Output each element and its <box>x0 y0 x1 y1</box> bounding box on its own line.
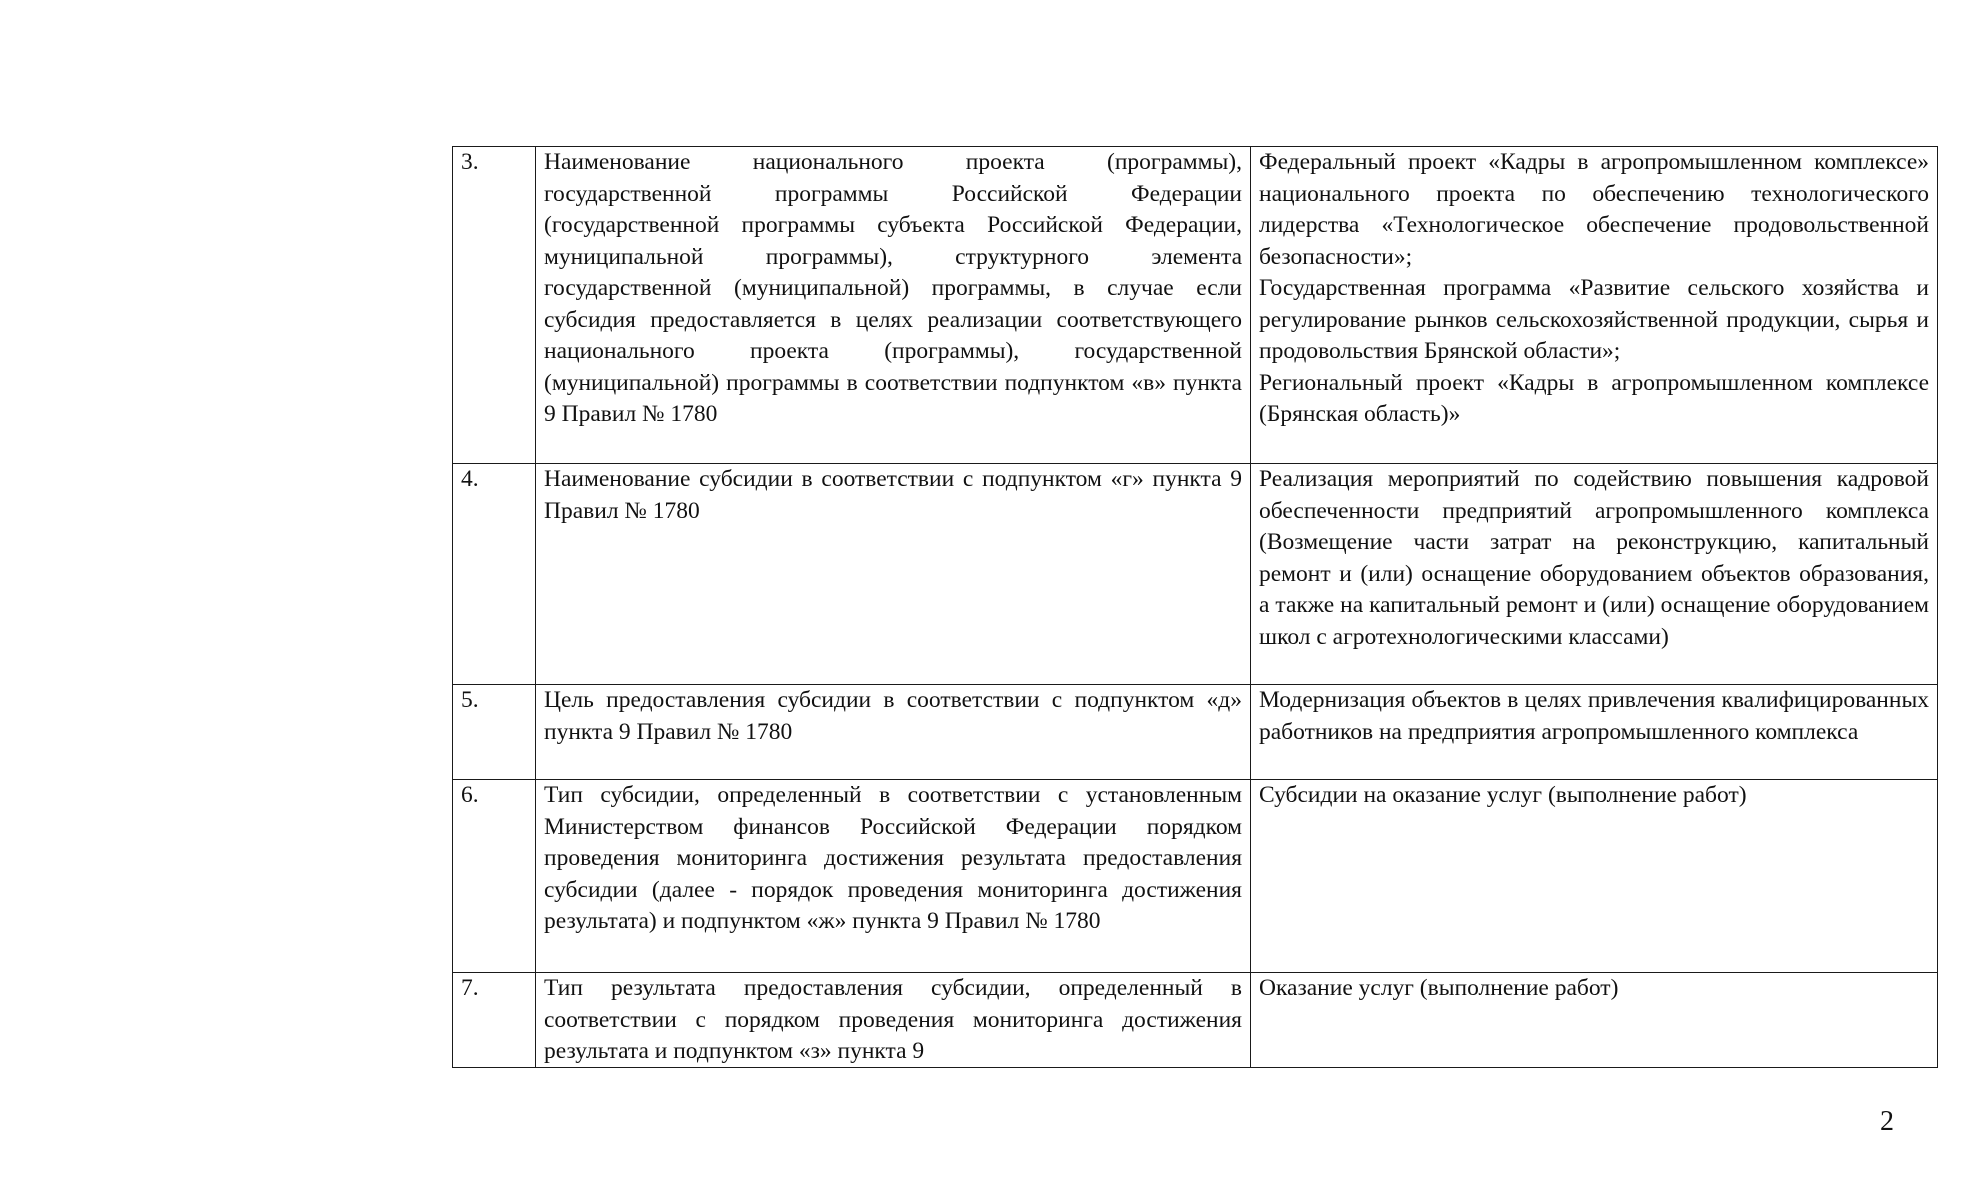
row-value <box>1251 147 1938 464</box>
row-number: 6. <box>453 780 536 973</box>
row-value: Реализация мероприятий по содействию повышения кадровой обеспеченности предприятий агропромышленного комплекса (Возмещение части затрат на реконструкцию, капитальный ремонт и (или) оснащение оборудованием объектов образования, а также на капитальный ремонт и (или) оснащение оборудованием школ с агротехнологическими классами) <box>1251 464 1938 685</box>
row-value: Субсидии на оказание услуг (выполнение работ) <box>1251 780 1938 973</box>
row-value: Оказание услуг (выполнение работ) <box>1251 973 1938 1068</box>
row-number: 4. <box>453 464 536 685</box>
row-label: Цель предоставления субсидии в соответствии с подпунктом «д» пункта 9 Правил № 1780 <box>536 685 1251 780</box>
value-paragraph: Государственная программа «Развитие сельского хозяйства и регулирование рынков сельскохозяйственной продукции, сырья и продовольствия Брянской области»; <box>1259 275 1929 364</box>
row-value: Модернизация объектов в целях привлечения квалифицированных работников на предприятия агропромышленного комплекса <box>1251 685 1938 780</box>
table-row <box>453 147 1938 464</box>
row-label: Наименование субсидии в соответствии с подпунктом «г» пункта 9 Правил № 1780 <box>536 464 1251 685</box>
row-number: 7. <box>453 973 536 1068</box>
table-row <box>453 464 1938 685</box>
value-paragraph: Федеральный проект «Кадры в агропромышленном комплексе» национального проекта по обеспечению технологического лидерства «Технологическое обеспечение продовольственной безопасности»; <box>1259 149 1929 270</box>
row-number: 3. <box>453 147 536 464</box>
row-label-text: Тип результата предоставления субсидии, определенный в соответствии с порядком проведения мониторинга достижения результата и подпунктом «з» пункта 9 <box>544 975 1242 1064</box>
page-number: 2 <box>1880 1106 1894 1137</box>
value-paragraph: Региональный проект «Кадры в агропромышленном комплексе (Брянская область)» <box>1259 369 1929 427</box>
table-row <box>453 780 1938 973</box>
table-row <box>453 973 1938 1068</box>
row-number: 5. <box>453 685 536 780</box>
table-row <box>453 685 1938 780</box>
row-label <box>536 973 1251 1068</box>
row-label: Наименование национального проекта (программы), государственной программы Российской Федерации (государственной программы субъекта Российской Федерации, муниципальной программы), структурного элемента государственной (муниципальной) программы, в случае если субсидия предоставляется в целях реализации соответствующего национального проекта (программы), государственной (муниципальной) программы в соответствии подпунктом «в» пункта 9 Правил № 1780 <box>536 147 1251 464</box>
subsidy-info-table <box>452 146 1938 1068</box>
row-label: Тип субсидии, определенный в соответствии с установленным Министерством финансов Российской Федерации порядком проведения мониторинга достижения результата предоставления субсидии (далее - порядок проведения мониторинга достижения результата) и подпунктом «ж» пункта 9 Правил № 1780 <box>536 780 1251 973</box>
